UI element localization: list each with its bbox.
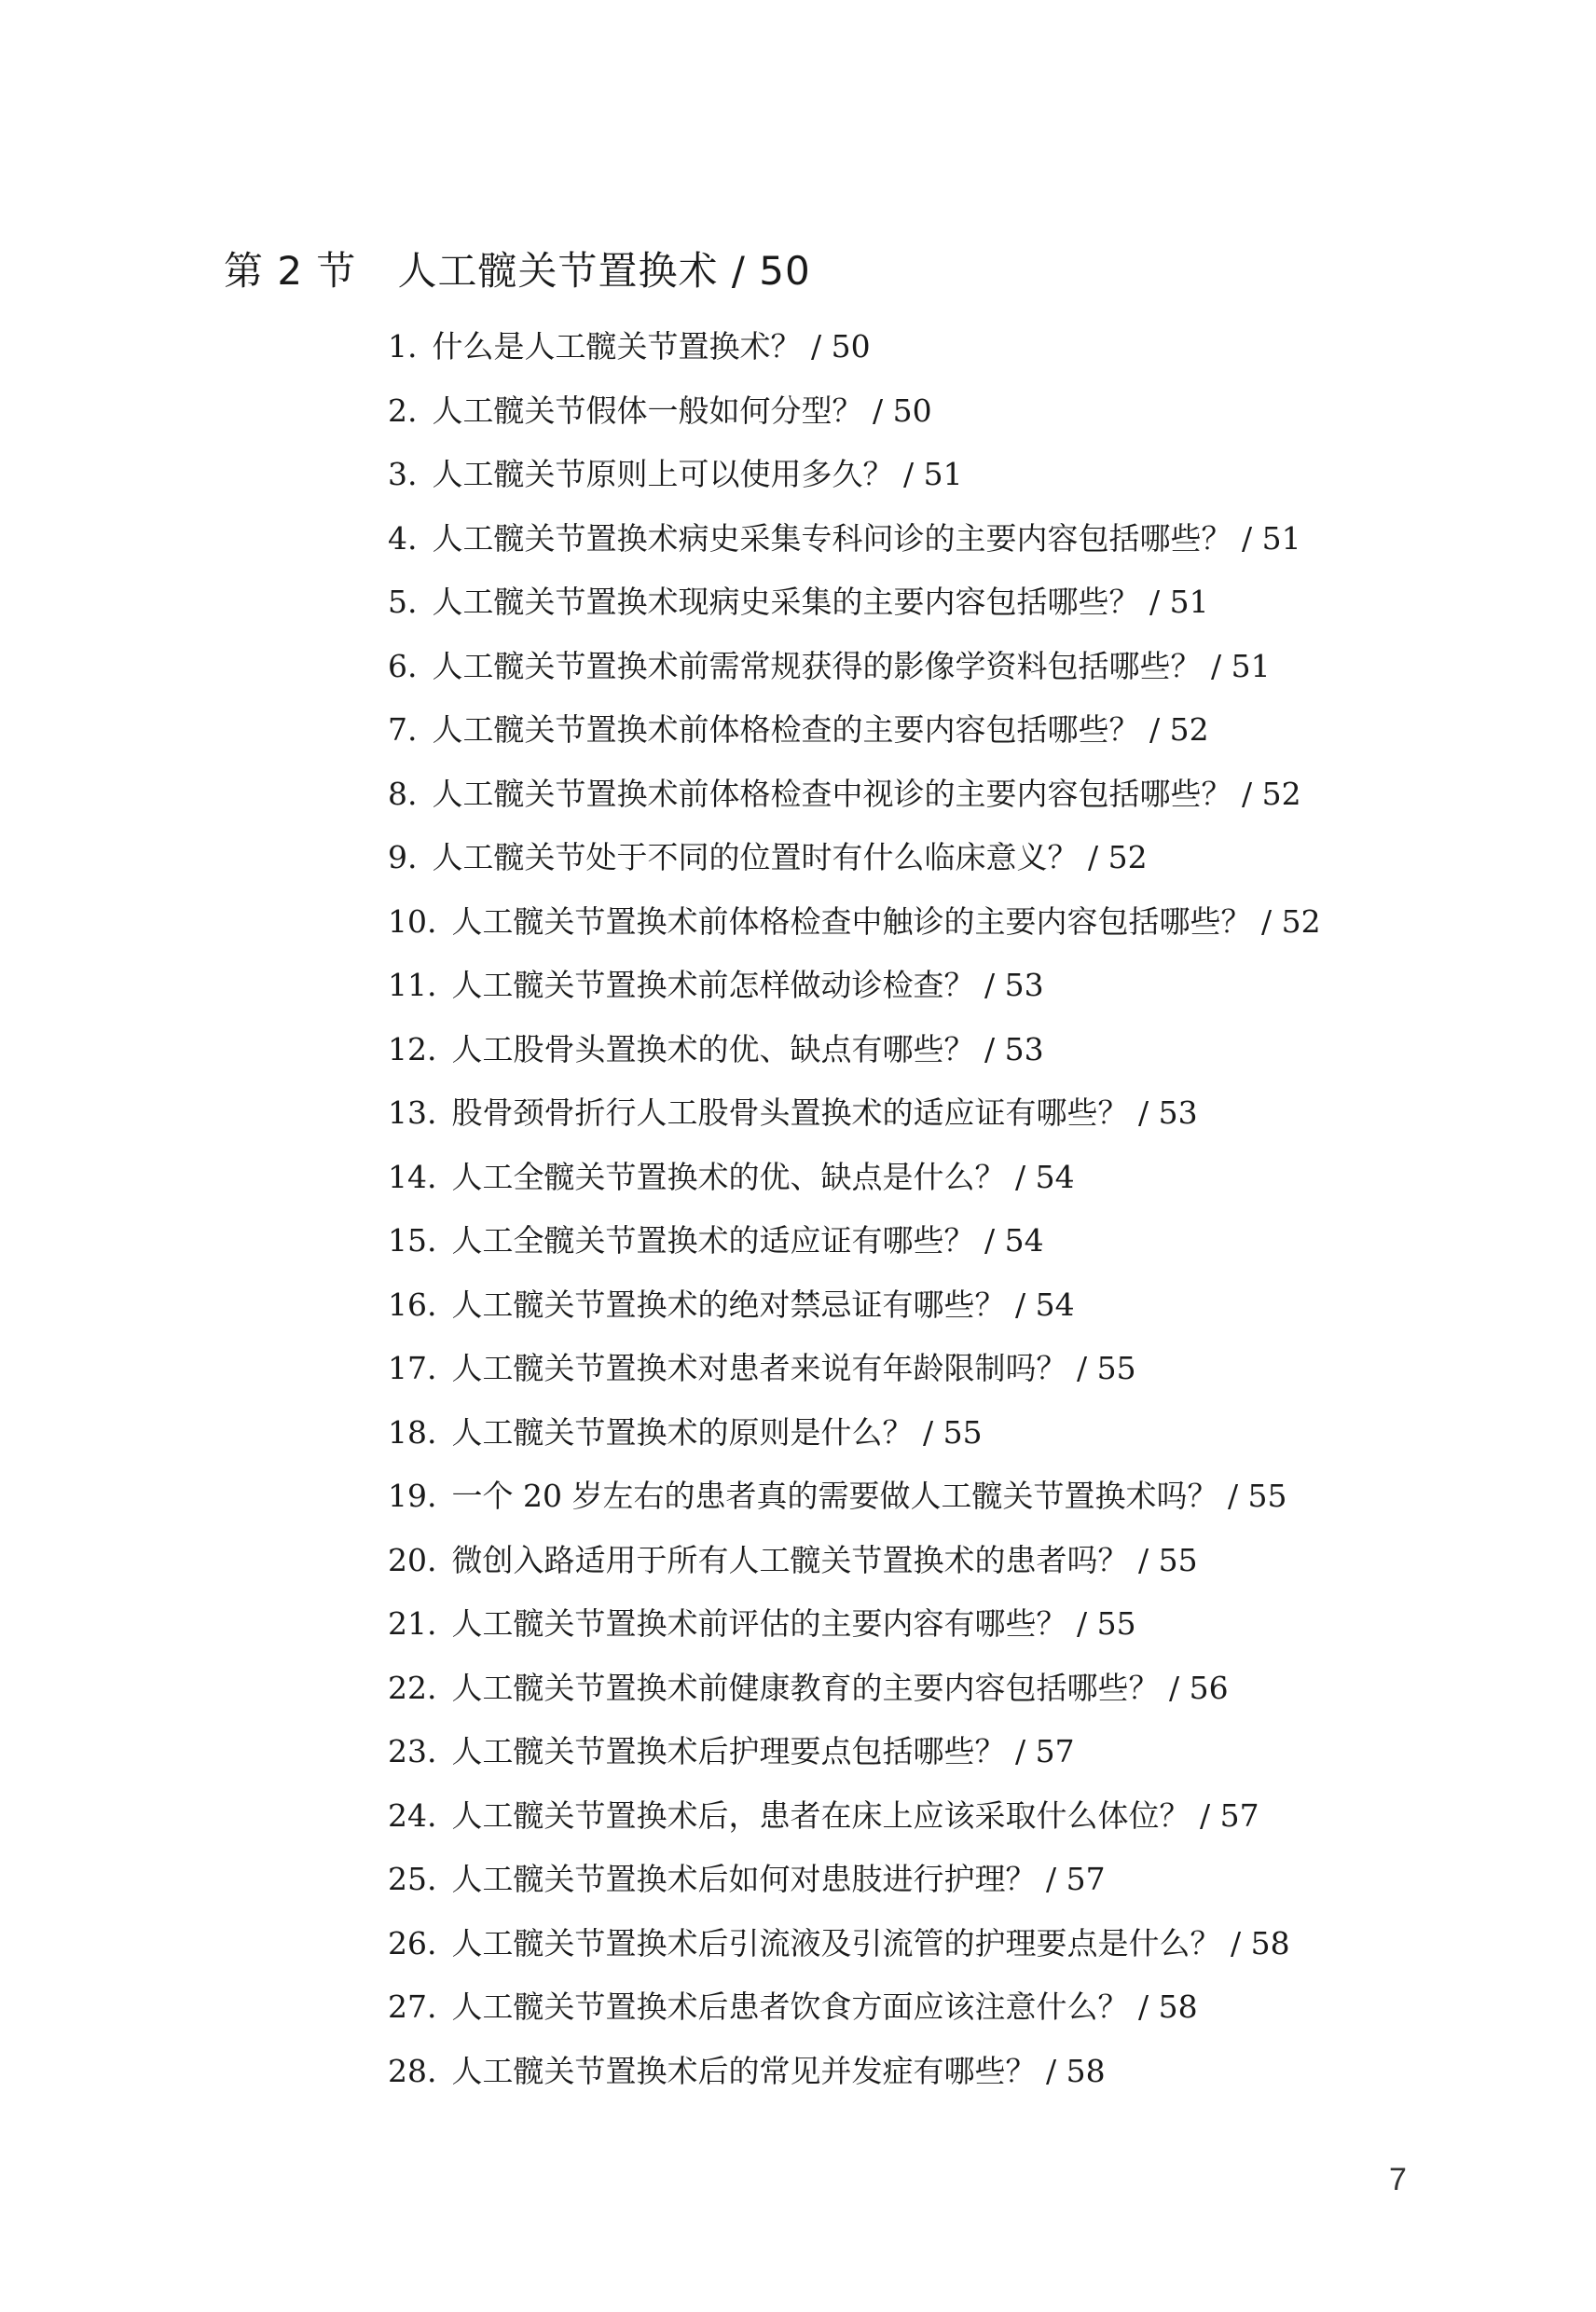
toc-item — [388, 507, 1507, 571]
toc-item-text: 人工髋关节置换术后护理要点包括哪些？ / 57 — [451, 1733, 1075, 1769]
toc-item-number: 6. — [388, 647, 418, 684]
toc-item-text: 人工髋关节置换术后引流液及引流管的护理要点是什么？ / 58 — [451, 1924, 1290, 1961]
toc-item-text: 人工髋关节置换术对患者来说有年龄限制吗？ / 55 — [451, 1350, 1136, 1386]
toc-item — [388, 1975, 1507, 2040]
toc-item — [388, 826, 1507, 890]
toc-item-number: 20. — [388, 1541, 437, 1578]
toc-item-number: 9. — [388, 839, 418, 875]
section-title: 人工髋关节置换术 / 50 — [397, 248, 811, 294]
toc-item-number: 27. — [388, 1989, 437, 2025]
toc-item-number: 14. — [388, 1158, 437, 1195]
toc-item-number: 16. — [388, 1286, 437, 1323]
toc-item-number: 24. — [388, 1796, 437, 1834]
toc-item-text: 人工髋关节置换术前怎样做动诊检查？ / 53 — [451, 967, 1044, 1003]
toc-item-number: 8. — [388, 775, 418, 812]
toc-item — [388, 1720, 1507, 1784]
toc-item — [388, 1529, 1507, 1593]
toc-item-number: 11. — [388, 967, 437, 1003]
toc-item-text: 人工髋关节置换术的原则是什么？ / 55 — [451, 1413, 983, 1451]
toc-item-text: 人工全髋关节置换术的适应证有哪些？ / 54 — [451, 1222, 1044, 1259]
toc-item-text: 人工髋关节假体一般如何分型？ / 50 — [432, 392, 932, 429]
toc-item-text: 人工髋关节置换术后如何对患肢进行护理？ / 57 — [451, 1861, 1106, 1897]
toc-item-number: 19. — [388, 1478, 437, 1514]
toc-item-text: 股骨颈骨折行人工股骨头置换术的适应证有哪些？ / 53 — [451, 1094, 1198, 1131]
toc-item-text: 人工髋关节置换术前体格检查中触诊的主要内容包括哪些？ / 52 — [451, 902, 1321, 940]
toc-item — [388, 890, 1507, 955]
toc-item-number: 2. — [388, 392, 418, 429]
toc-item-text: 人工股骨头置换术的优、缺点有哪些？ / 53 — [451, 1030, 1044, 1067]
toc-item — [388, 1273, 1507, 1338]
toc-item-text: 人工髋关节置换术前体格检查的主要内容包括哪些？ / 52 — [432, 711, 1209, 748]
toc-item — [388, 1209, 1507, 1273]
toc-item-text: 人工髋关节置换术现病史采集的主要内容包括哪些？ / 51 — [432, 584, 1209, 620]
toc-item-text: 人工髋关节处于不同的位置时有什么临床意义？ / 52 — [432, 839, 1148, 875]
toc-item — [388, 1018, 1507, 1082]
toc-item — [388, 954, 1507, 1018]
toc-item-text: 人工髋关节置换术前需常规获得的影像学资料包括哪些？ / 51 — [432, 647, 1271, 684]
toc-item — [388, 1465, 1507, 1529]
toc-item-text: 人工髋关节置换术后的常见并发症有哪些？ / 58 — [451, 2052, 1106, 2089]
toc-item — [388, 1912, 1507, 1976]
toc-item-number: 5. — [388, 584, 418, 620]
toc-item-number: 17. — [388, 1350, 437, 1386]
toc-item-number: 22. — [388, 1669, 437, 1706]
toc-item — [388, 1146, 1507, 1210]
toc-item-text: 人工髋关节置换术后，患者在床上应该采取什么体位？ / 57 — [451, 1796, 1259, 1834]
toc-item-text: 人工全髋关节置换术的优、缺点是什么？ / 54 — [451, 1158, 1075, 1195]
toc-item-text: 人工髋关节置换术的绝对禁忌证有哪些？ / 54 — [451, 1286, 1075, 1323]
toc-item — [388, 1784, 1507, 1849]
toc-item — [388, 698, 1507, 763]
toc-item-number: 4. — [388, 519, 418, 557]
toc-item-text: 一个 20 岁左右的患者真的需要做人工髋关节置换术吗？ / 55 — [451, 1478, 1287, 1514]
toc-item — [388, 1848, 1507, 1912]
page-number: 7 — [1389, 2162, 1407, 2197]
toc-item-text: 人工髋关节置换术前体格检查中视诊的主要内容包括哪些？ / 52 — [432, 775, 1301, 812]
toc-item — [388, 1592, 1507, 1657]
toc-item — [388, 1401, 1507, 1466]
toc-item-number: 18. — [388, 1413, 437, 1451]
toc-item-text: 人工髋关节置换术前健康教育的主要内容包括哪些？ / 56 — [451, 1669, 1229, 1706]
toc-item — [388, 635, 1507, 699]
toc-item-text: 人工髋关节置换术病史采集专科问诊的主要内容包括哪些？ / 51 — [432, 519, 1301, 557]
toc-list — [388, 315, 1507, 2103]
toc-item — [388, 379, 1507, 444]
toc-item-number: 12. — [388, 1030, 437, 1067]
toc-item-number: 7. — [388, 711, 418, 748]
toc-item-text: 微创入路适用于所有人工髋关节置换术的患者吗？ / 55 — [451, 1541, 1198, 1578]
toc-item-number: 10. — [388, 902, 437, 940]
toc-item-number: 21. — [388, 1605, 437, 1642]
toc-item — [388, 1337, 1507, 1401]
toc-item-text: 人工髋关节原则上可以使用多久？ / 51 — [432, 456, 963, 492]
toc-item-number: 15. — [388, 1222, 437, 1259]
toc-item — [388, 2040, 1507, 2104]
section-number: 第 2 节 — [224, 248, 357, 294]
toc-item-number: 26. — [388, 1924, 437, 1961]
toc-item-number: 25. — [388, 1861, 437, 1897]
toc-item-number: 23. — [388, 1733, 437, 1769]
toc-item-number: 13. — [388, 1094, 437, 1131]
toc-item-text: 什么是人工髋关节置换术？ / 50 — [432, 328, 871, 365]
toc-item — [388, 1081, 1507, 1146]
section-heading — [224, 244, 811, 298]
toc-item-number: 1. — [388, 328, 418, 365]
toc-item-number: 3. — [388, 456, 418, 492]
toc-item — [388, 315, 1507, 379]
toc-item — [388, 571, 1507, 635]
toc-item — [388, 443, 1507, 507]
toc-item — [388, 1657, 1507, 1721]
toc-item-text: 人工髋关节置换术后患者饮食方面应该注意什么？ / 58 — [451, 1989, 1198, 2025]
toc-item-text: 人工髋关节置换术前评估的主要内容有哪些？ / 55 — [451, 1605, 1136, 1642]
toc-item — [388, 763, 1507, 827]
toc-item-number: 28. — [388, 2052, 437, 2089]
